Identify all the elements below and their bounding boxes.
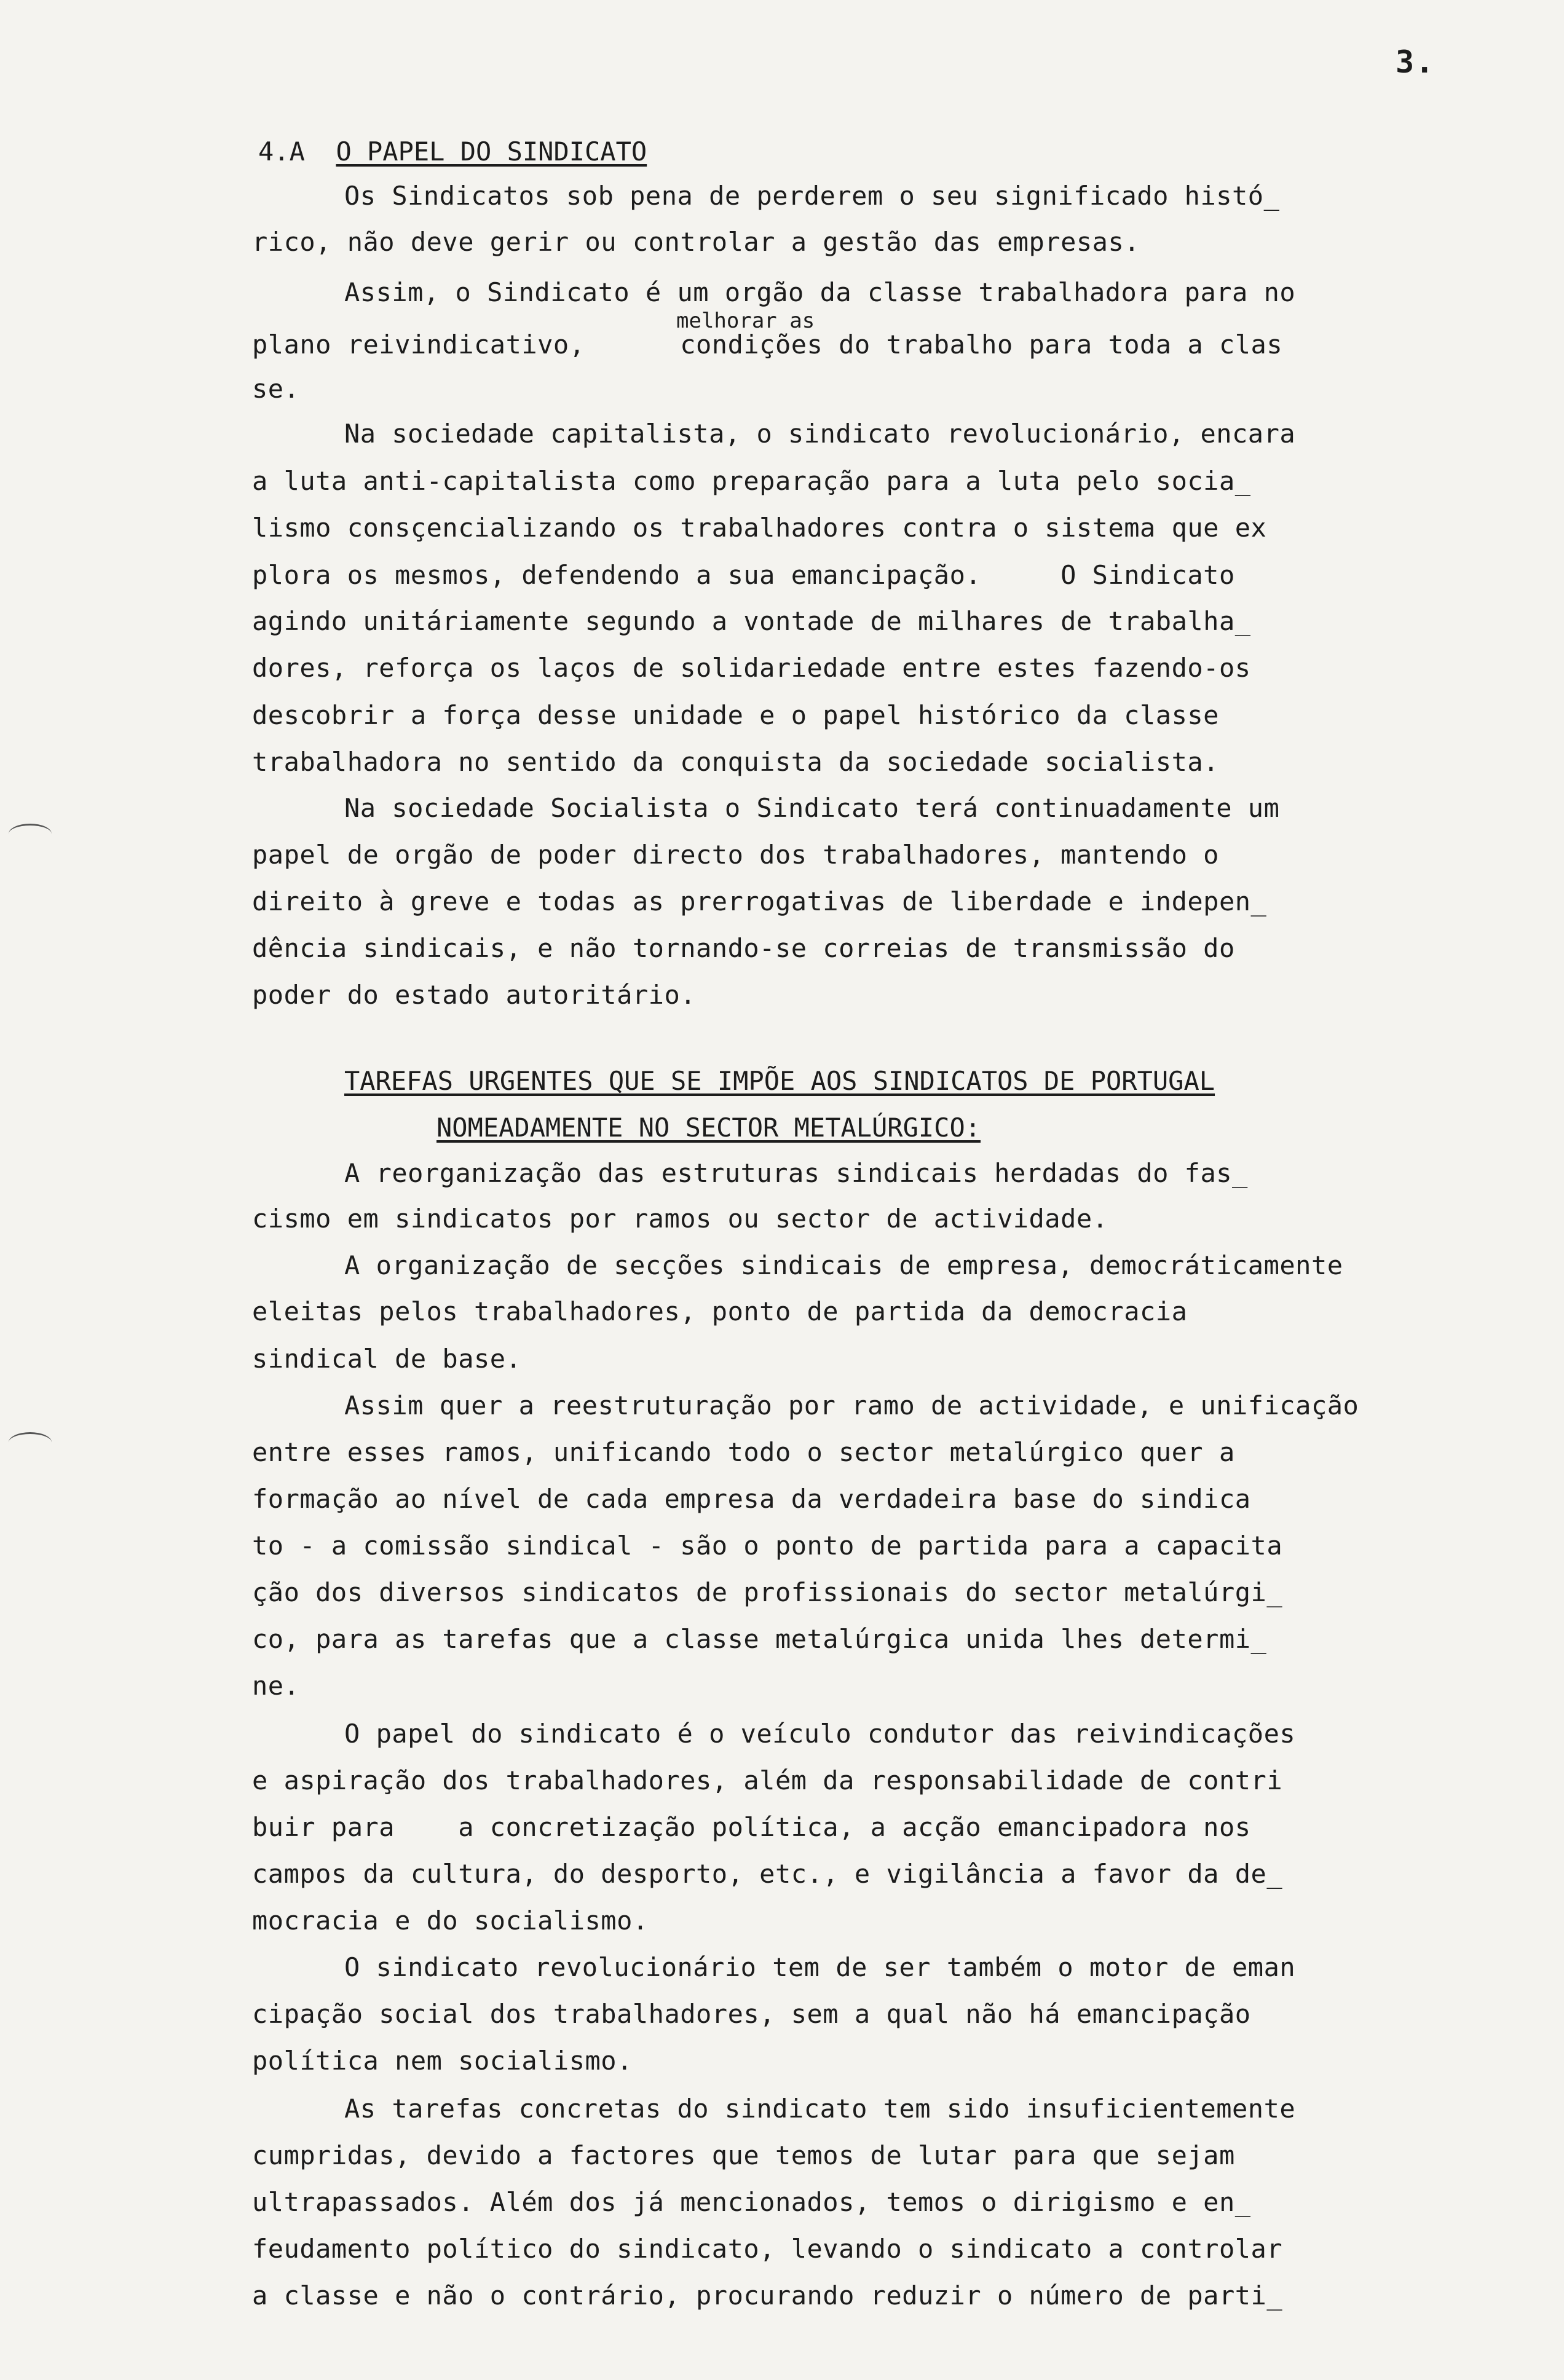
tarefas-heading-line-2: NOMEADAMENTE NO SECTOR METALÚRGICO: — [436, 1113, 981, 1143]
text-line: cismo em sindicatos por ramos ou sector de actividade. — [252, 1204, 1108, 1234]
text-line: entre esses ramos, unificando todo o sector metalúrgico quer a — [252, 1437, 1235, 1467]
text-line: to - a comissão sindical - são o ponto de partida para a capacita — [252, 1531, 1283, 1561]
text-line: Na sociedade capitalista, o sindicato revolucionário, encara — [344, 419, 1296, 449]
text-line: eleitas pelos trabalhadores, ponto de partida da democracia — [252, 1296, 1188, 1326]
text-line: agindo unitáriamente segundo a vontade de milhares de trabalha_ — [252, 606, 1251, 636]
text-line: co, para as tarefas que a classe metalúrgica unida lhes determi_ — [252, 1624, 1267, 1654]
text-line: política nem socialismo. — [252, 2046, 633, 2076]
text-line: buir para a concretização política, a acção emancipadora nos — [252, 1812, 1251, 1842]
text-line: poder do estado autoritário. — [252, 980, 697, 1010]
text-line: feudamento político do sindicato, levando o sindicato a controlar — [252, 2234, 1283, 2264]
page-number: 3. — [1396, 44, 1436, 80]
tarefas-heading-line-1: TAREFAS URGENTES QUE SE IMPÕE AOS SINDICATOS DE PORTUGAL — [344, 1066, 1215, 1096]
text-line: a luta anti-capitalista como preparação para a luta pelo socia_ — [252, 466, 1251, 496]
text-line: mocracia e do socialismo. — [252, 1905, 649, 1936]
text-line: direito à greve e todas as prerrogativas de liberdade e indepen_ — [252, 886, 1267, 916]
text-line: Os Sindicatos sob pena de perderem o seu significado histó_ — [344, 181, 1280, 211]
text-line: trabalhadora no sentido da conquista da sociedade socialista. — [252, 747, 1219, 777]
scan-mark — [9, 824, 52, 844]
text-line: papel de orgão de poder directo dos trabalhadores, mantendo o — [252, 840, 1219, 870]
text-line: plano reivindicativo, condições do trabalho para toda a clas — [252, 329, 1283, 360]
text-line: rico, não deve gerir ou controlar a gestão das empresas. — [252, 227, 1140, 257]
text-line: Assim quer a reestruturação por ramo de actividade, e unificação — [344, 1390, 1359, 1421]
text-line: cumpridas, devido a factores que temos de lutar para que sejam — [252, 2140, 1235, 2170]
text-line: se. — [252, 374, 300, 404]
text-line: A reorganização das estruturas sindicais herdadas do fas_ — [344, 1158, 1248, 1188]
text-line: Na sociedade Socialista o Sindicato terá continuadamente um — [344, 793, 1280, 823]
text-line: ção dos diversos sindicatos de profissionais do sector metalúrgi_ — [252, 1577, 1283, 1607]
text-line: ne. — [252, 1671, 300, 1701]
text-line: O papel do sindicato é o veículo condutor das reivindicações — [344, 1719, 1296, 1749]
text-line: lismo consçencializando os trabalhadores contra o sistema que ex — [252, 513, 1267, 543]
text-line: dência sindicais, e não tornando-se correias de transmissão do — [252, 933, 1235, 963]
text-line: ultrapassados. Além dos já mencionados, temos o dirigismo e en_ — [252, 2187, 1251, 2217]
text-line: plora os mesmos, defendendo a sua emancipação. O Sindicato — [252, 560, 1235, 590]
section-heading — [258, 136, 647, 167]
scan-mark — [9, 1432, 52, 1452]
text-line: dores, reforça os laços de solidariedade entre estes fazendo-os — [252, 653, 1251, 683]
text-line: Assim, o Sindicato é um orgão da classe trabalhadora para no — [344, 277, 1296, 307]
text-line: As tarefas concretas do sindicato tem sido insuficientemente — [344, 2094, 1296, 2124]
text-line: e aspiração dos trabalhadores, além da responsabilidade de contri — [252, 1765, 1283, 1795]
text-line: campos da cultura, do desporto, etc., e vigilância a favor da de_ — [252, 1859, 1283, 1889]
section-title: O PAPEL DO SINDICATO — [336, 136, 647, 167]
text-line: O sindicato revolucionário tem de ser também o motor de eman — [344, 1952, 1296, 1982]
text-line: formação ao nível de cada empresa da verdadeira base do sindica — [252, 1484, 1251, 1514]
text-line: a classe e não o contrário, procurando reduzir o número de parti_ — [252, 2280, 1283, 2311]
text-line: A organização de secções sindicais de empresa, democráticamente — [344, 1250, 1343, 1280]
text-line: cipação social dos trabalhadores, sem a qual não há emancipação — [252, 1999, 1251, 2029]
handwritten-insertion: melhorar as — [676, 309, 815, 333]
text-line: sindical de base. — [252, 1344, 522, 1374]
section-number: 4.A — [258, 136, 305, 167]
text-line: descobrir a força desse unidade e o papel histórico da classe — [252, 700, 1219, 730]
